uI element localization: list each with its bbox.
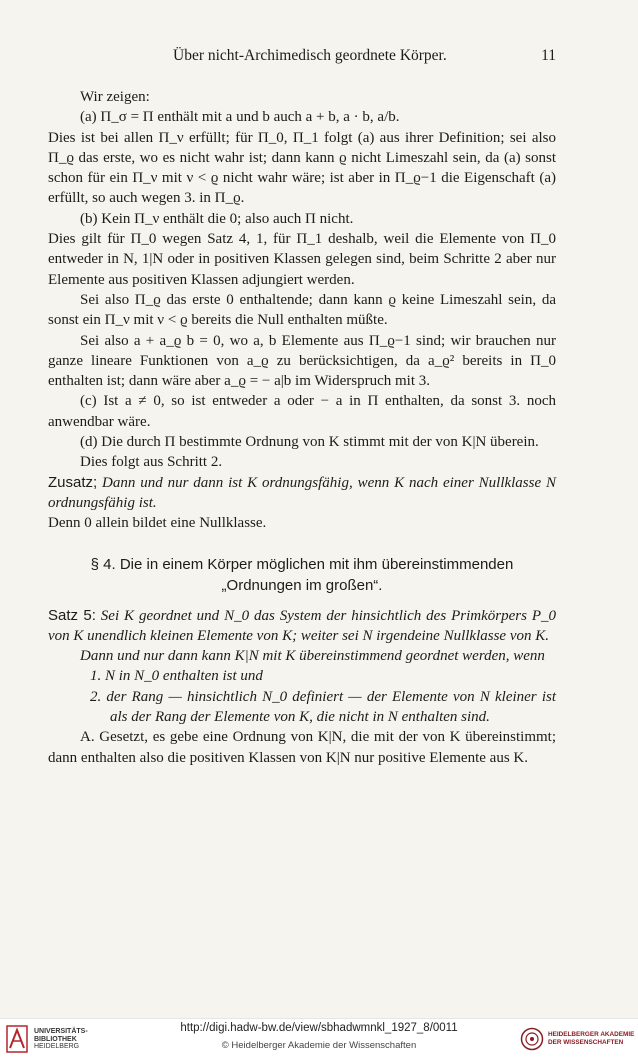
running-header	[60, 47, 556, 67]
ub-logo-icon	[6, 1025, 28, 1053]
academy-logo[interactable]	[520, 1025, 635, 1053]
section-heading-line: „Ordnungen im großen“.	[221, 576, 383, 594]
paragraph: Dann und nur dann kann K|N mit K übereinstimmend geordnet werden, wenn	[80, 648, 545, 665]
paragraph: Denn 0 allein bildet eine Nullklasse.	[48, 515, 267, 532]
running-title: Über nicht-Archimedisch geordnete Körper.	[173, 47, 447, 64]
hadw-logo-line: HEIDELBERGER AKADEMIE	[548, 1031, 635, 1038]
satz-text: Sei K geordnet und N_0 das System der hinsichtlich des Primkörpers P_0 von K unendlich kleinen Elemente von K; weiter sei N irgendeine Nullklasse von K.	[48, 607, 556, 644]
viewer-footer	[0, 1018, 638, 1058]
list-item: 2. der Rang — hinsichtlich N_0 definiert — der Elemente von N kleiner ist als der Rang der Elemente von K, die nicht in N enthalten sind.	[90, 688, 556, 726]
copyright-notice: © Heidelberger Akademie der Wissenschaften	[221, 1040, 417, 1051]
zusatz-label: Zusatz;	[48, 473, 98, 491]
paragraph: Wir zeigen:	[80, 89, 150, 105]
zusatz-text: Dann und nur dann ist K ordnungsfähig, wenn K nach einer Nullklasse N ordnungsfähig ist.	[48, 474, 556, 511]
paragraph: (c) Ist a ≠ 0, so ist entweder a oder − a in Π enthalten, da sonst 3. noch anwendbar wäre.	[48, 393, 556, 430]
permalink[interactable]: http://digi.hadw-bw.de/view/sbhadwmnkl_1927_8/0011	[180, 1022, 458, 1034]
hadw-logo-icon	[520, 1027, 544, 1051]
paragraph: Dies gilt für Π_0 wegen Satz 4, 1, für Π_1 deshalb, weil die Elemente von Π_0 entweder in N, 1|N oder in positiven Klassen gelegen sind, beim Schritte 2 aber nur Elemente aus positiven Klassen adjungiert werden.	[48, 231, 556, 288]
university-library-logo[interactable]	[6, 1025, 106, 1053]
satz-label: Satz 5:	[48, 606, 96, 624]
paragraph: (b) Kein Π_ν enthält die 0; also auch Π nicht.	[80, 210, 354, 227]
ub-logo-text	[34, 1028, 88, 1051]
list-item: 1. N in N_0 enthalten ist und	[90, 668, 263, 685]
hadw-logo-text	[548, 1031, 634, 1047]
paragraph: A. Gesetzt, es gebe eine Ordnung von K|N, die mit der von K übereinstimmt; dann enthalten also die positiven Klassen von K|N nur positive Elemente aus K.	[48, 729, 556, 766]
paragraph: Dies ist bei allen Π_ν erfüllt; für Π_0, Π_1 folgt (a) aus ihrer Definition; sei also Π_ϱ das erste, wo es nicht wahr ist; dann kann ϱ nicht Limeszahl sein, da (a) sonst schon für ein Π_ν mit ν < ϱ nicht wahr wäre; ist aber in Π_ϱ−1 die Eigenschaft (a) erfüllt, so auch wegen 3. in Π_ϱ.	[48, 129, 556, 207]
section-heading	[48, 554, 556, 596]
satz-paragraph	[48, 606, 556, 647]
paragraph: (d) Die durch Π bestimmte Ordnung von K stimmt mit der von K|N überein.	[80, 434, 539, 451]
paragraph: Sei also a + a_ϱ b = 0, wo a, b Elemente aus Π_ϱ−1 sind; wir brauchen nur ganze lineare Funktionen von a_ϱ zu berücksichtigen, da a_ϱ² bereits in Π_0 enthalten ist; dann wäre aber a_ϱ = − a|b im Widerspruch mit 3.	[48, 332, 556, 390]
zusatz-paragraph	[48, 473, 556, 514]
hadw-logo-line: DER WISSENSCHAFTEN	[548, 1039, 624, 1046]
ub-logo-line: UNIVERSITÄTS-	[34, 1028, 88, 1035]
paragraph: Sei also Π_ϱ das erste 0 enthaltende; dann kann ϱ keine Limeszahl sein, da sonst ein Π_ν mit ν < ϱ bereits die Null enthalten müßte.	[48, 291, 556, 329]
ub-logo-line: HEIDELBERG	[34, 1043, 80, 1051]
ub-logo-line: BIBLIOTHEK	[34, 1035, 77, 1043]
section-heading-line: § 4. Die in einem Körper möglichen mit ihm übereinstimmenden	[90, 555, 514, 573]
main-text	[48, 87, 556, 768]
page-number: 11	[541, 47, 556, 64]
paragraph: (a) Π_σ = Π enthält mit a und b auch a + b, a · b, a/b.	[80, 109, 400, 126]
paragraph: Dies folgt aus Schritt 2.	[80, 454, 223, 471]
